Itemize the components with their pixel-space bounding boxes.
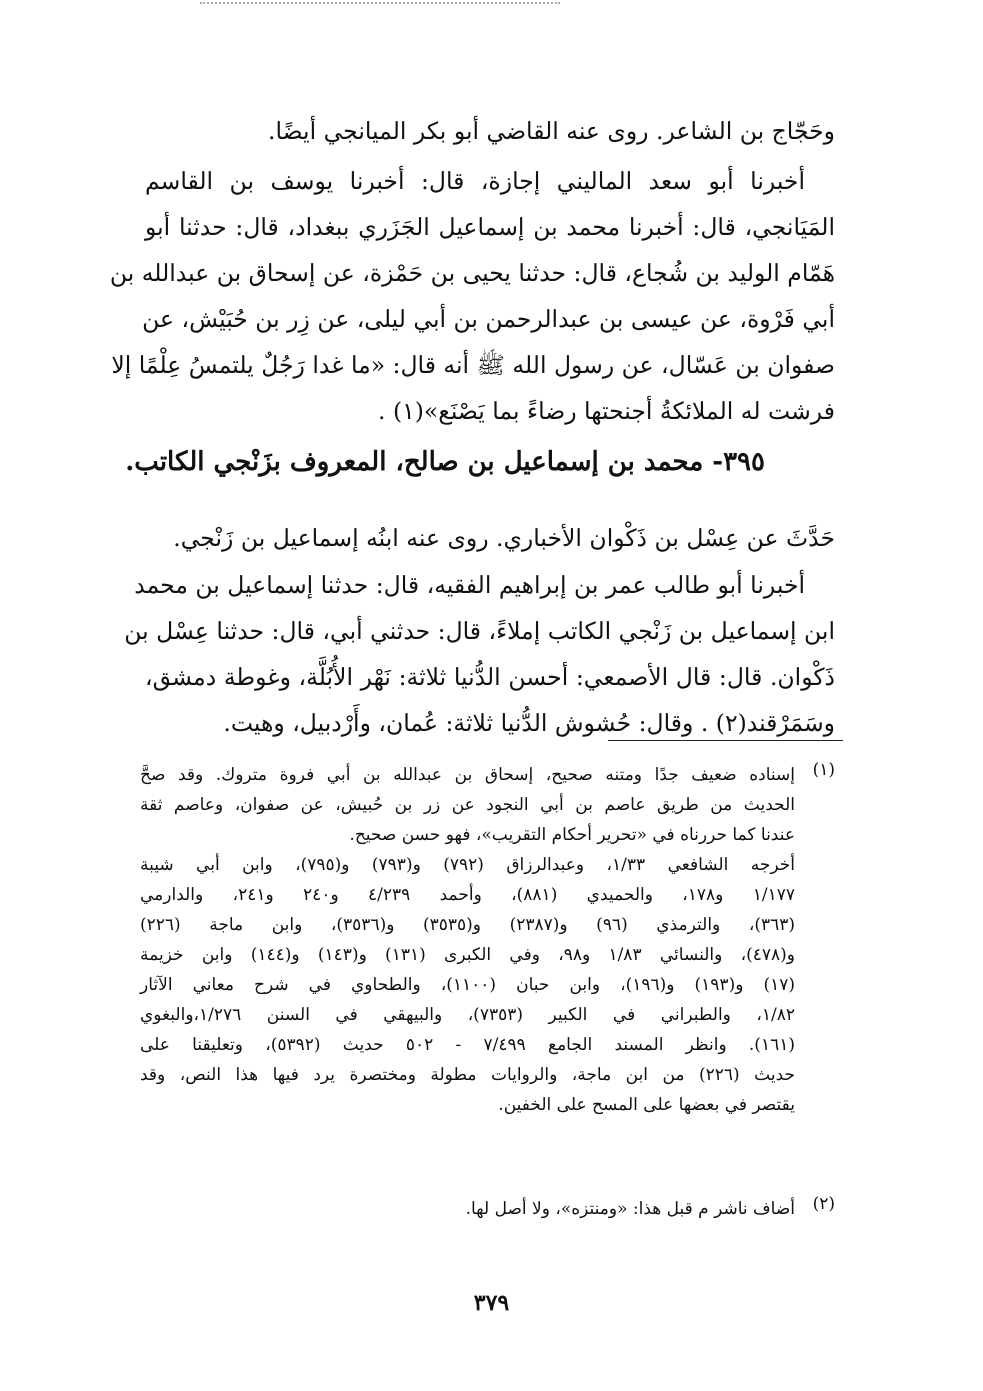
entry-heading: ٣٩٥- محمد بن إسماعيل بن صالح، المعروف بزَنْجي الكاتب. — [125, 447, 765, 477]
footnote-text — [140, 1194, 795, 1224]
footnote-line: حديث (٢٢٦) من ابن ماجة، والروايات مطولة ومختصرة يرد فيها هذا النص، وقد — [140, 1065, 795, 1085]
footnote-text — [140, 760, 795, 1120]
footnote-line: إسناده ضعيف جدًا ومتنه صحيح، إسحاق بن عبدالله بن أبي فروة متروك. وقد صحَّ — [140, 765, 795, 785]
footnote-line: ١/٨٢، والطبراني في الكبير (٧٣٥٣)، والبيهقي في السنن ١/٢٧٦،والبغوي — [140, 1005, 795, 1025]
footnote-2 — [140, 1194, 835, 1224]
footnote-number: (١) — [812, 760, 835, 780]
text-line: وسَمَرْقند(٢) . وقال: حُشوش الدُّنيا ثلاثة: عُمان، وأَرْدبيل، وهيت. — [223, 709, 835, 737]
footnote-line: الحديث من طريق عاصم بن أبي النجود عن زر بن حُبيش، عن صفوان، وعاصم ثقة — [140, 795, 795, 815]
footnote-line: عندنا كما حررناه في «تحرير أحكام التقريب»، فهو حسن صحيح. — [349, 825, 795, 845]
text-line: فرشت له الملائكةُ أجنحتها رضاءً بما يَصْنَع»(١) . — [378, 397, 835, 425]
footnote-line: و(٤٧٨)، والنسائي ١/٨٣ و٩٨، وفي الكبرى (١٣١) و(١٤٣) و(١٤٤) وابن خزيمة — [140, 945, 795, 965]
paragraph-3 — [145, 515, 835, 561]
text-line: ابن إسماعيل بن زَنْجي الكاتب إملاءً، قال: حدثني أبي، قال: حدثنا عِسْل بن — [124, 617, 835, 645]
text-line: ذَكْوان. قال: قال الأصمعي: أحسن الدُّنيا ثلاثة: نَهْر الأُبُلَّة، وغوطة دمشق، — [145, 663, 835, 691]
footnote-line: أخرجه الشافعي ١/٣٣، وعبدالرزاق (٧٩٢) و(٧٩٣) و(٧٩٥)، وابن أبي شيبة — [140, 855, 795, 875]
paragraph-4 — [124, 562, 835, 746]
footnote-1 — [140, 760, 835, 1120]
text-line: أخبرنا أبو طالب عمر بن إبراهيم الفقيه، قال: حدثنا إسماعيل بن محمد — [134, 571, 805, 599]
footnote-number: (٢) — [812, 1194, 835, 1214]
footnote-line: (٣٦٣)، والترمذي (٩٦) و(٢٣٨٧) و(٣٥٣٥) و(٣٥٣٦)، وابن ماجة (٢٢٦) — [140, 915, 795, 935]
paragraph-1 — [145, 108, 835, 154]
footnote-line: أضاف ناشر م قبل هذا: «ومنتزه»، ولا أصل لها. — [465, 1199, 795, 1219]
footnote-separator — [608, 740, 843, 741]
top-edge-artifact — [200, 2, 560, 6]
text-line: المَيَانجي، قال: أخبرنا محمد بن إسماعيل الجَزَري ببغداد، قال: حدثنا أبو — [145, 213, 835, 241]
text-line: حَدَّثَ عن عِسْل بن ذَكْوان الأخباري. روى عنه ابنُه إسماعيل بن زَنْجي. — [173, 524, 835, 552]
text-line: أبي فَرْوة، عن عيسى بن عبدالرحمن بن أبي ليلى، عن زِر بن حُبَيْش، عن — [142, 305, 835, 333]
footnote-line: يقتصر في بعضها على المسح على الخفين. — [498, 1095, 795, 1115]
footnote-line: (١٦١). وانظر المسند الجامع ٧/٤٩٩ - ٥٠٢ حديث (٥٣٩٢)، وتعليقنا على — [140, 1035, 795, 1055]
footnote-line: ١/١٧٧ و١٧٨، والحميدي (٨٨١)، وأحمد ٤/٢٣٩ و٢٤٠ و٢٤١، والدارمي — [140, 885, 795, 905]
text-line: أخبرنا أبو سعد الماليني إجازة، قال: أخبرنا يوسف بن القاسم — [145, 167, 805, 195]
page-number: ٣٧٩ — [473, 1290, 510, 1316]
footnote-line: (١٧) و(١٩٣) و(١٩٦)، وابن حبان (١١٠٠)، والطحاوي في شرح معاني الآثار — [140, 975, 795, 995]
paragraph-2 — [109, 158, 835, 434]
text-line: وحَجّاج بن الشاعر. روى عنه القاضي أبو بكر الميانجي أيضًا. — [268, 117, 835, 145]
text-line: صفوان بن عَسّال، عن رسول الله ﷺ أنه قال: «ما غدا رَجُلٌ يلتمسُ عِلْمًا إلا — [111, 351, 835, 379]
text-line: هَمّام الوليد بن شُجاع، قال: حدثنا يحيى بن حَمْزة، عن إسحاق بن عبدالله بن — [109, 259, 835, 287]
